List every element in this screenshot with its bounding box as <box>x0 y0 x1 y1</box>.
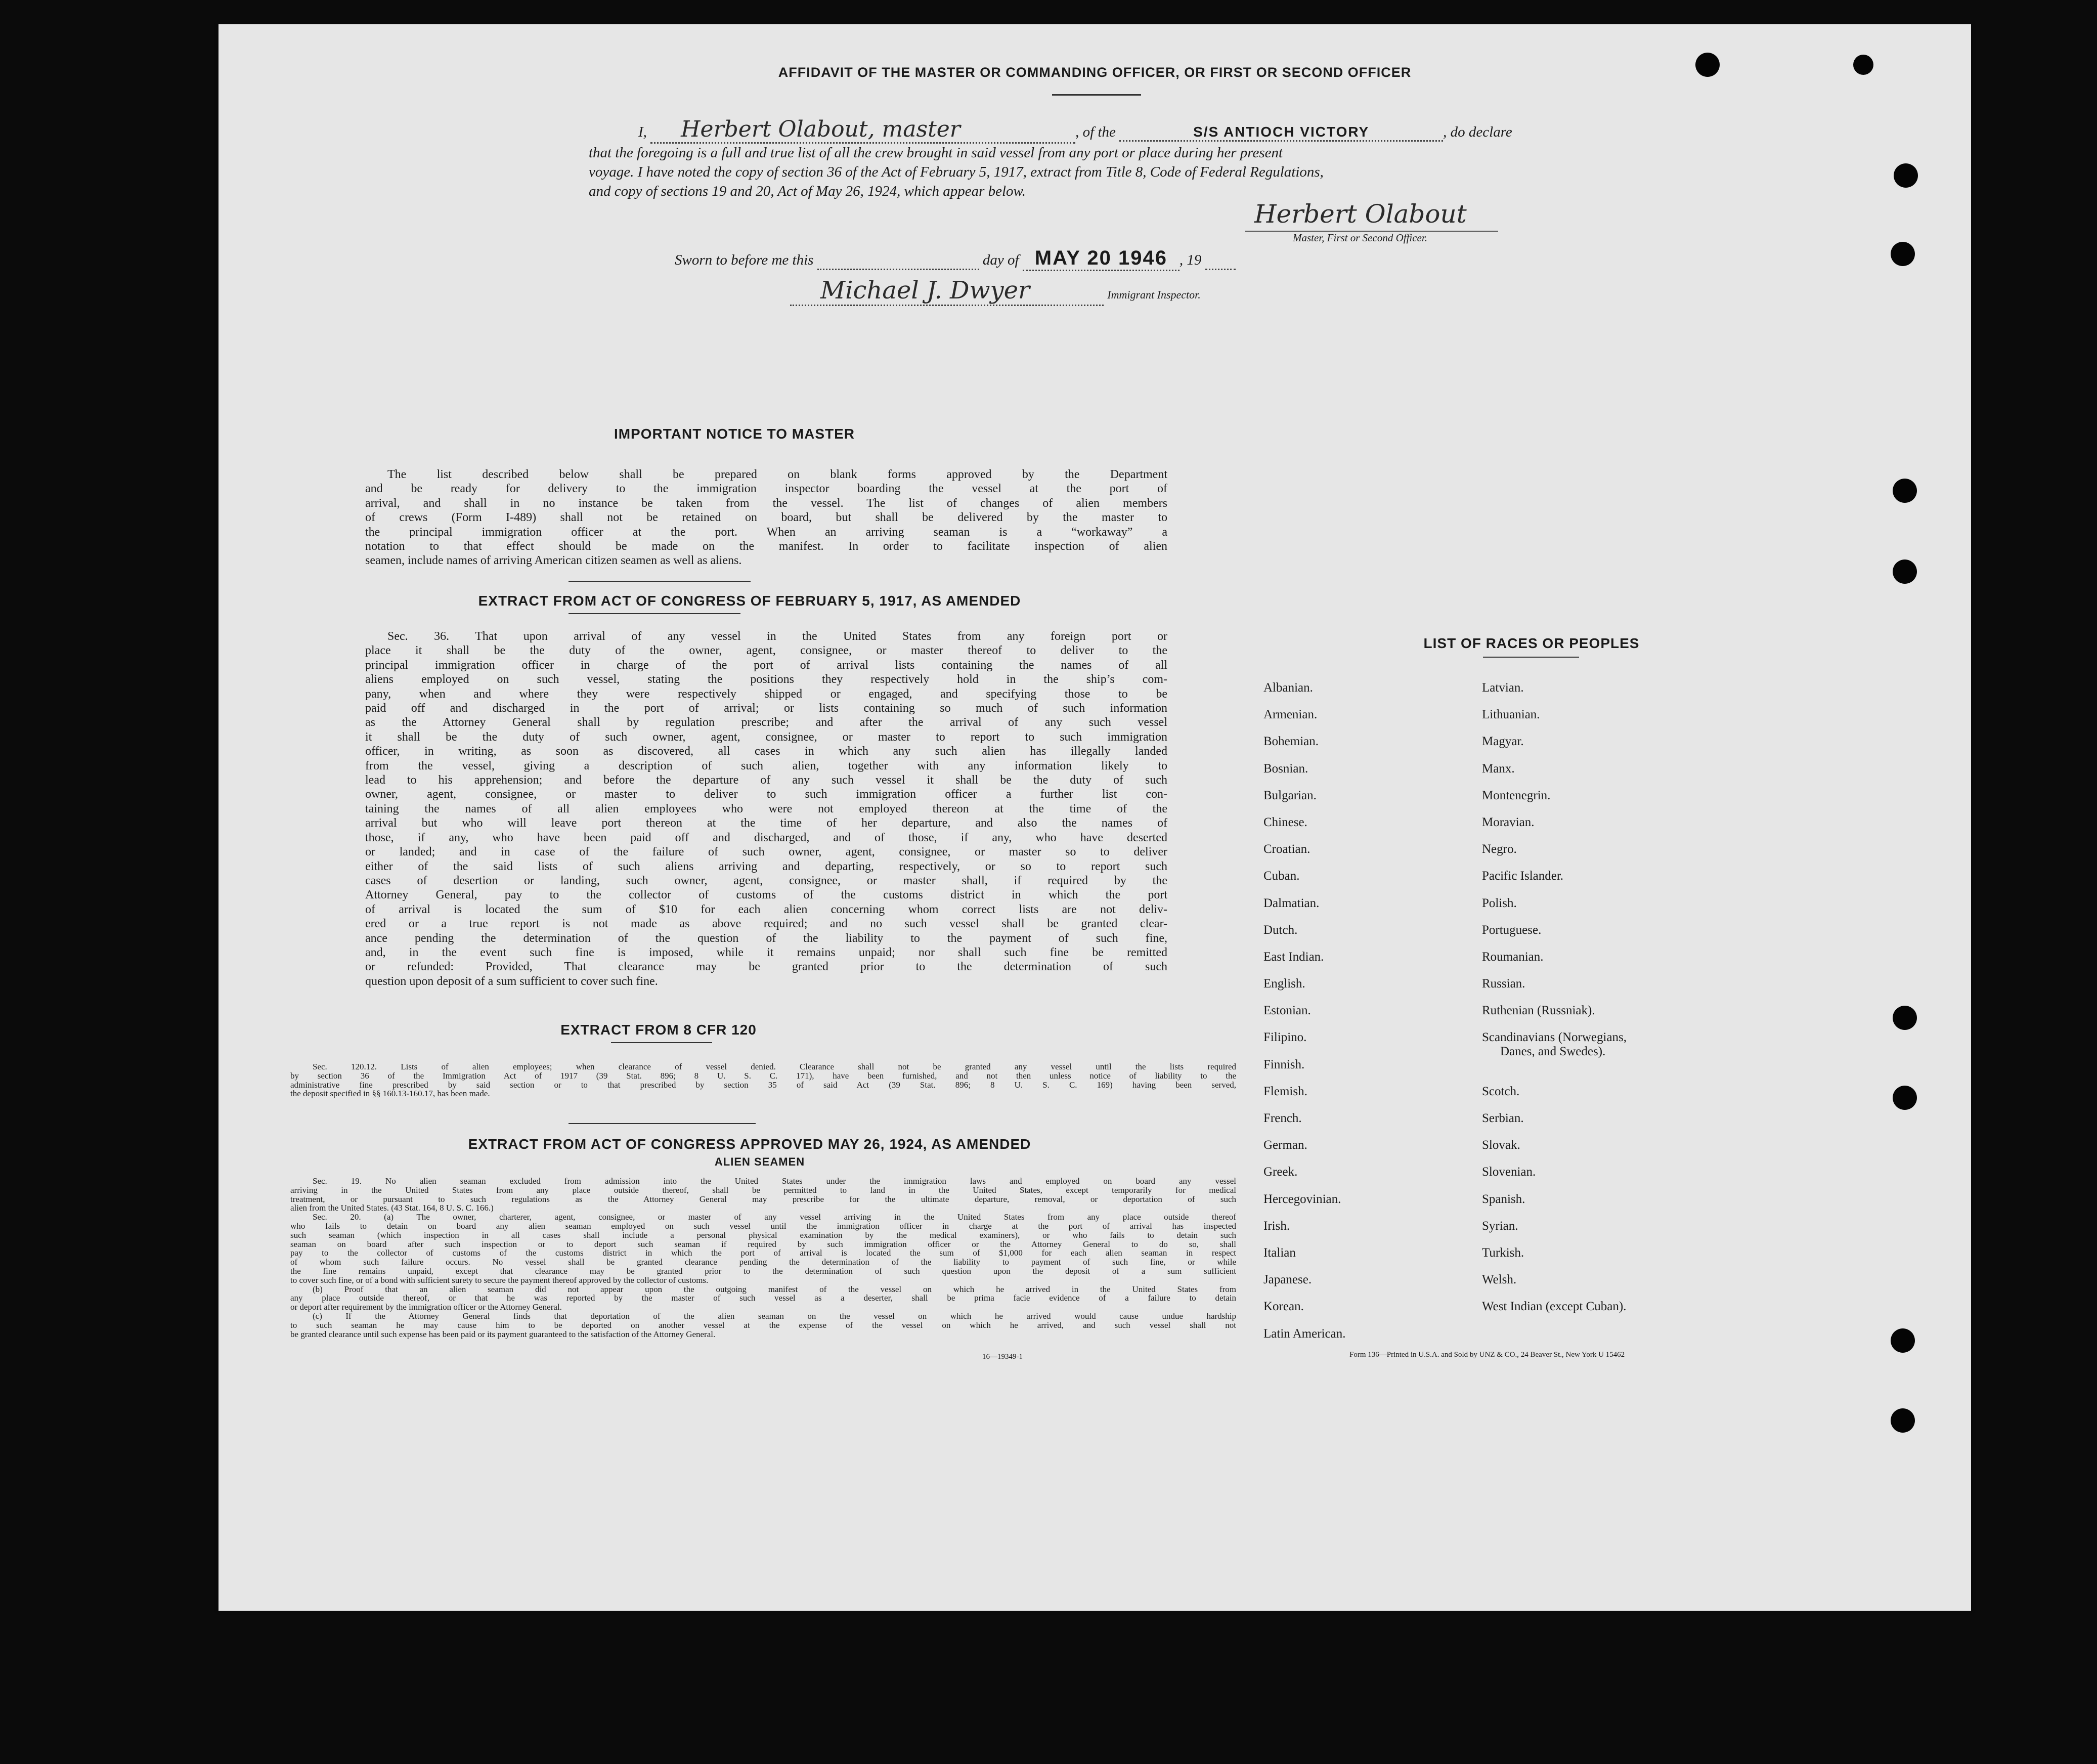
act1924-line: Sec. 19. No alien seaman excluded from admission into the United States under the immigration laws and employed on board any vessel <box>313 1176 1236 1186</box>
race-item: Welsh. <box>1482 1273 1517 1287</box>
act1917-line: either of the said lists of such aliens arriving and departing, respectively, or so to report such <box>365 859 1167 873</box>
race-item: Bosnian. <box>1263 761 1308 776</box>
race-item: Hercegovinian. <box>1263 1192 1341 1206</box>
day-of-label: day of <box>982 252 1019 268</box>
act1924-line: (b) Proof that an alien seaman did not appear upon the outgoing manifest of the vessel on which he arrived in the United States from <box>313 1284 1236 1294</box>
race-item: German. <box>1263 1138 1307 1152</box>
act-1924-sections-19-20 <box>290 1177 1236 1339</box>
act1917-line: ered or a true report is not made as above required; and no such vessel shall be granted clear- <box>365 917 1167 931</box>
race-item: Scotch. <box>1482 1084 1520 1098</box>
race-item: Estonian. <box>1263 1004 1311 1018</box>
act1917-line: cases of desertion or landing, such owner, agent, consignee, or master shall, if required by the <box>365 874 1167 887</box>
race-item: Bulgarian. <box>1263 788 1317 802</box>
act1917-line: owner, agent, consignee, or master to deliver to such immigration officer a further list con- <box>365 788 1167 801</box>
race-item: Dalmatian. <box>1263 896 1320 910</box>
act-1924-subtitle: ALIEN SEAMEN <box>714 1155 805 1168</box>
punch-hole <box>1893 560 1917 584</box>
punch-hole <box>1894 163 1918 188</box>
race-item: Manx. <box>1482 761 1515 776</box>
notice-line: and be ready for delivery to the immigration inspector boarding the vessel at the port of <box>365 482 1167 496</box>
race-item: Portuguese. <box>1482 923 1542 937</box>
race-item: West Indian (except Cuban). <box>1482 1300 1627 1314</box>
notice-line: of crews (Form I-489) shall not be retained on board, but shall be delivered by the master to <box>365 511 1167 525</box>
notice-paragraph <box>365 467 1167 568</box>
act1924-line: arriving in the United States from any place outside thereof, shall be permitted to land in the United States, except temporarily for medical <box>290 1185 1236 1195</box>
notice-line: the principal immigration officer at the port. When an arriving seaman is a “workaway” a <box>365 525 1167 539</box>
act1917-line: aliens employed on such vessel, stating the positions they respectively hold in the ship’s com- <box>365 673 1167 686</box>
race-item: Cuban. <box>1263 869 1300 883</box>
act1917-line: principal immigration officer in charge of the port of arrival lists containing the names of all <box>365 658 1167 672</box>
act1917-line: paid off and discharged in the port of arrival; or lists containing so much of such information <box>365 702 1167 715</box>
act1924-line: of whom such failure occurs. No vessel shall be granted clearance pending the determination of the liability to payment of such fine, or while <box>290 1257 1236 1267</box>
form-imprint: Form 136—Printed in U.S.A. and Sold by UNZ & CO., 24 Beaver St., New York U 15462 <box>1349 1351 1625 1359</box>
cfr-title: EXTRACT FROM 8 CFR 120 <box>560 1022 757 1038</box>
act1917-line: taining the names of all alien employees who were not employed thereon at the time of the <box>365 802 1167 815</box>
affidavit-line-2: that the foregoing is a full and true list of all the crew brought in said vessel from any port or place during her present <box>589 145 1283 161</box>
notice-line: seamen, include names of arriving American citizen seamen as well as aliens. <box>365 554 742 568</box>
document-page <box>219 24 1971 1611</box>
race-item: Flemish. <box>1263 1084 1307 1098</box>
race-item: Armenian. <box>1263 708 1318 722</box>
master-name-handwritten: Herbert Olabout, master <box>650 116 1075 144</box>
act1917-line: and, in the event such fine is imposed, while it remains unpaid; nor shall such fine be remitted <box>365 945 1167 959</box>
race-item: Albanian. <box>1263 681 1313 695</box>
punch-hole <box>1891 1408 1915 1433</box>
act1917-line: ance pending the determination of the question of the liability to the payment of such fine, <box>365 931 1167 945</box>
act1917-line: pany, when and where they were respectively shipped or engaged, and specifying those to be <box>365 687 1167 701</box>
act1924-line: seaman on board after such inspection or to deport such seaman if required by such immigration officer or the Attorney General to do so, shall <box>290 1239 1236 1249</box>
act1917-line: or refunded: Provided, That clearance may be granted prior to the determination of such <box>365 960 1167 974</box>
act1917-line: Attorney General, pay to the collector of customs of the customs district in which the port <box>365 888 1167 902</box>
act-1917-title: EXTRACT FROM ACT OF CONGRESS OF FEBRUARY 5, 1917, AS AMENDED <box>478 593 1021 609</box>
race-item: Japanese. <box>1263 1273 1312 1287</box>
signature-caption: Master, First or Second Officer. <box>1293 232 1427 244</box>
act1917-line: arrival but who will leave port thereon at the time of her departure, and also the names of <box>365 816 1167 830</box>
inspector-caption: Immigrant Inspector. <box>1107 288 1201 301</box>
master-signature: Herbert Olabout <box>1254 199 1467 229</box>
cfr-line: administrative fine prescribed by said section or to that prescribed by section 35 of said Act (39 Stat. 896; 8 U. S. C. 169) having been served, <box>290 1080 1236 1090</box>
race-item: East Indian. <box>1263 950 1324 964</box>
notice-rule <box>569 581 751 582</box>
race-item: Chinese. <box>1263 815 1307 829</box>
of-the-label: , of the <box>1075 124 1116 140</box>
race-item: Croatian. <box>1263 842 1310 856</box>
act1917-line: lead to his apprehension; and before the departure of any such vessel it shall be the duty of such <box>365 773 1167 787</box>
act1917-line: place it shall be the duty of the owner, agent, consignee, or master thereof to deliver to the <box>365 644 1167 658</box>
sworn-day-field <box>817 252 979 270</box>
cfr-rule <box>611 1042 712 1043</box>
act1917-line: of arrival is located the sum of $10 for each alien concerning whom correct lists are not deliv- <box>365 902 1167 916</box>
notice-line: notation to that effect should be made on the manifest. In order to facilitate inspection of alien <box>365 540 1167 553</box>
race-item: Russian. <box>1482 977 1525 991</box>
punch-hole <box>1893 1006 1917 1030</box>
notice-line: The list described below shall be prepared on blank forms approved by the Department <box>387 468 1167 481</box>
race-item: Magyar. <box>1482 735 1524 749</box>
act-1924-top-rule <box>569 1123 756 1124</box>
act1924-line: to such seaman he may cause him to be deported on another vessel at the expense of the vessel on which he arrived, and such vessel shall not <box>290 1320 1236 1330</box>
act1924-line: Sec. 20. (a) The owner, charterer, agent, consignee, or master of any vessel arriving in the United States from any place outside thereof <box>313 1212 1236 1222</box>
act1917-line: Sec. 36. That upon arrival of any vessel in the United States from any foreign port or <box>387 630 1167 643</box>
sworn-label: Sworn to before me this <box>675 252 814 268</box>
race-item: Spanish. <box>1482 1192 1525 1206</box>
act1924-line: be granted clearance until such expense has been paid or its payment guaranteed to the satisfaction of the Attorney General. <box>290 1329 716 1339</box>
act1924-line: alien from the United States. (43 Stat. 164, 8 U. S. C. 166.) <box>290 1203 494 1213</box>
title-rule <box>1052 94 1141 96</box>
sworn-line <box>675 247 1236 271</box>
race-item: Finnish. <box>1263 1057 1305 1071</box>
act1917-line: from the vessel, giving a description of such alien, together with any information likely to <box>365 759 1167 772</box>
year-field <box>1205 252 1236 270</box>
affidavit-line-3: voyage. I have noted the copy of section 36 of the Act of February 5, 1917, extract from Title 8, Code of Federal Regulations, <box>589 164 1324 180</box>
race-item: French. <box>1263 1111 1302 1125</box>
race-item: Filipino. <box>1263 1030 1307 1045</box>
race-item: Lithuanian. <box>1482 708 1540 722</box>
act-1917-rule <box>569 613 740 614</box>
race-item: Roumanian. <box>1482 950 1544 964</box>
race-item: Slovenian. <box>1482 1165 1536 1179</box>
act1924-line: (c) If the Attorney General finds that deportation of the alien seaman on the vessel on which he arrived would cause undue hardship <box>313 1311 1236 1321</box>
race-item: English. <box>1263 977 1305 991</box>
act1924-line: who fails to detain on board any alien seaman employed on such vessel until the immigration officer in charge at the port of arrival has inspected <box>290 1221 1236 1231</box>
race-item: Slovak. <box>1482 1138 1520 1152</box>
races-right-column <box>1482 681 1627 1327</box>
race-item: Moravian. <box>1482 815 1535 829</box>
race-item: Ruthenian (Russniak). <box>1482 1004 1595 1018</box>
act1917-line: those, if any, who have been paid off and discharged, and of those, if any, who have deserted <box>365 831 1167 844</box>
race-item: Irish. <box>1263 1219 1290 1233</box>
act1924-line: such seaman (which inspection in all cases shall include a personal physical examination by the medical examiners), or who fails to detain such <box>290 1230 1236 1240</box>
i-label: I, <box>638 124 647 140</box>
act1917-line: officer, in writing, as soon as discovered, all cases in which any such alien has illegally landed <box>365 745 1167 758</box>
punch-hole <box>1893 1086 1917 1110</box>
year-label: , 19 <box>1179 252 1202 268</box>
notice-line: arrival, and shall in no instance be taken from the vessel. The list of changes of alien members <box>365 496 1167 510</box>
race-item-continued: Danes, and Swedes). <box>1500 1045 1606 1059</box>
race-item: Scandinavians (Norwegians, Danes, and Swedes). <box>1482 1030 1627 1059</box>
race-item: Latin American. <box>1263 1326 1346 1341</box>
race-item: Dutch. <box>1263 923 1298 937</box>
act-1917-section-36 <box>365 629 1167 988</box>
cfr-line: Sec. 120.12. Lists of alien employees; when clearance of vessel denied. Clearance shall not be granted any vessel until the lists required <box>313 1062 1236 1071</box>
races-left-column <box>1263 681 1345 1354</box>
race-item: Pacific Islander. <box>1482 869 1564 883</box>
date-stamp: MAY 20 1946 <box>1023 247 1179 271</box>
act1924-line: treatment, or pursuant to such regulations as the Attorney General may prescribe for the ultimate departure, removal, or deportation of such <box>290 1194 1236 1204</box>
race-item: Montenegrin. <box>1482 788 1551 802</box>
race-item: Greek. <box>1263 1165 1298 1179</box>
act1917-line: as the Attorney General shall by regulation prescribe; and after the arrival of any such vessel <box>365 716 1167 729</box>
act-1924-title: EXTRACT FROM ACT OF CONGRESS APPROVED MAY 26, 1924, AS AMENDED <box>468 1136 1031 1152</box>
act1924-line: pay to the collector of customs of the customs district in which the port of arrival is located the sum of $1,000 for each alien seaman in respect <box>290 1248 1236 1258</box>
affidavit-line-1 <box>638 116 1512 144</box>
race-item: Korean. <box>1263 1300 1304 1314</box>
race-item: Bohemian. <box>1263 735 1319 749</box>
race-item: Latvian. <box>1482 681 1524 695</box>
act1924-line: to cover such fine, or of a bond with sufficient surety to secure the payment thereof approved by the collector of customs. <box>290 1275 709 1285</box>
affidavit-title: AFFIDAVIT OF THE MASTER OR COMMANDING OFFICER, OR FIRST OR SECOND OFFICER <box>778 65 1412 80</box>
cfr-section-120-12 <box>290 1062 1236 1098</box>
act1917-line: it shall be the duty of such owner, agent, consignee, or master to report to such immigration <box>365 730 1167 744</box>
act1917-line: question upon deposit of a sum sufficient to cover such fine. <box>365 974 658 988</box>
cfr-line: by section 36 of the Immigration Act of 1917 (39 Stat. 896; 8 U. S. C. 171), have been furnished, and not then unless notice of liability to the <box>290 1070 1236 1081</box>
race-item: Syrian. <box>1482 1219 1518 1233</box>
act1917-line: or landed; and in case of the failure of such owner, agent, consignee, or master so to deliver <box>365 845 1167 859</box>
punch-hole <box>1891 242 1915 266</box>
notice-title: IMPORTANT NOTICE TO MASTER <box>614 426 855 442</box>
races-title: LIST OF RACES OR PEOPLES <box>1423 635 1640 651</box>
act1924-line: or deport after requirement by the immigration officer or the Attorney General. <box>290 1302 562 1312</box>
race-item: Polish. <box>1482 896 1517 910</box>
punch-hole <box>1893 479 1917 503</box>
act1924-line: the fine remains unpaid, except that clearance may be granted prior to the determination of such question upon the deposit of a sum sufficient <box>290 1266 1236 1276</box>
inspector-signature: Michael J. Dwyer <box>790 276 1104 306</box>
race-item: Serbian. <box>1482 1111 1524 1126</box>
cfr-line: the deposit specified in §§ 160.13-160.17, has been made. <box>290 1089 490 1099</box>
race-item: Italian <box>1263 1245 1296 1260</box>
inspector-line <box>790 276 1201 306</box>
race-item: Negro. <box>1482 842 1517 856</box>
form-code: 16—19349-1 <box>982 1353 1023 1361</box>
races-rule <box>1483 657 1579 658</box>
do-declare-label: , do declare <box>1443 124 1512 140</box>
affidavit-line-4: and copy of sections 19 and 20, Act of May 26, 1924, which appear below. <box>589 183 1026 199</box>
punch-hole <box>1891 1328 1915 1353</box>
vessel-name-stamp: S/S ANTIOCH VICTORY <box>1119 124 1443 142</box>
race-item: Turkish. <box>1482 1245 1524 1260</box>
act1924-line: any place outside thereof, or that he was reported by the master of such vessel as a deserter, shall be prima facie evidence of a failure to detain <box>290 1293 1236 1303</box>
